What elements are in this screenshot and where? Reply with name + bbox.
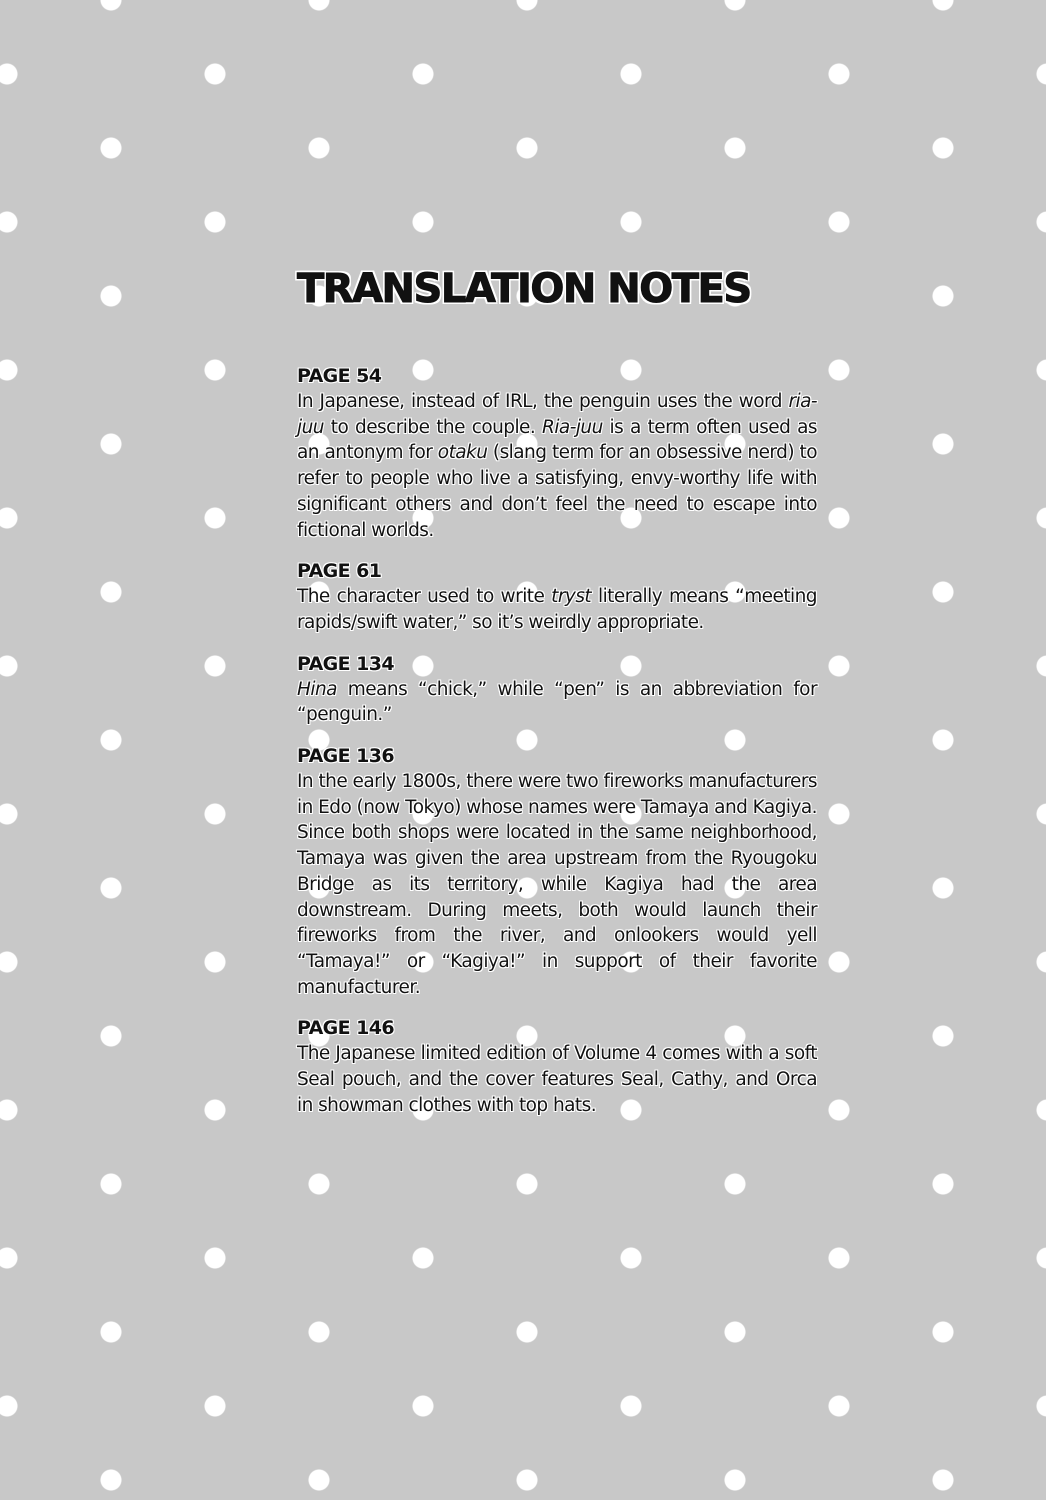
note-body: The Japanese limited edition of Volume 4 comes with a soft Seal pouch, and the cover features Seal, Cathy, and Orca in showman clothes with top hats. xyxy=(297,1043,817,1116)
note-body: The character used to write tryst literally means “meeting rapids/swift water,” so it’s weirdly appropriate. xyxy=(297,586,817,633)
italic-term: Ria-juu xyxy=(542,416,603,438)
note-heading: PAGE 134 xyxy=(297,652,394,675)
note-body: In Japanese, instead of IRL, the penguin uses the word ria-juu to describe the couple. Ria-juu is a term often used as an antonym for otaku (slang term for an obsessive nerd) to refer to people who live a satisfying, envy-worthy life with significant others and don’t feel the need to escape into fictional worlds. xyxy=(297,391,817,541)
italic-term: Hina xyxy=(297,678,337,700)
note-heading: PAGE 146 xyxy=(297,1017,394,1040)
italic-term: ria-juu xyxy=(297,391,817,438)
note-heading: PAGE 136 xyxy=(297,745,394,768)
note-heading: PAGE 54 xyxy=(297,365,382,387)
notes-list xyxy=(297,364,817,1134)
note-page-146 xyxy=(297,1016,817,1118)
note-page-136 xyxy=(297,744,817,1000)
note-page-54 xyxy=(297,364,817,543)
note-page-61 xyxy=(297,559,817,635)
note-body: In the early 1800s, there were two fireworks manufacturers in Edo (now Tokyo) whose names were Tamaya and Kagiya. Since both shops were located in the same neighborhood, Tamaya was given the area upstream from the Ryougoku Bridge as its territory, while Kagiya had the area downstream. During meets, both would launch their fireworks from the river, and onlookers would yell “Tamaya!” or “Kagiya!” in support of their favorite manufacturer. xyxy=(297,771,817,998)
italic-term: otaku xyxy=(437,442,488,464)
note-page-134 xyxy=(297,652,817,728)
italic-term: tryst xyxy=(551,586,592,608)
note-body: Hina means “chick,” while “pen” is an abbreviation for “penguin.” xyxy=(297,678,817,726)
note-heading: PAGE 61 xyxy=(297,560,382,583)
page-title: TRANSLATION NOTES xyxy=(297,266,751,312)
